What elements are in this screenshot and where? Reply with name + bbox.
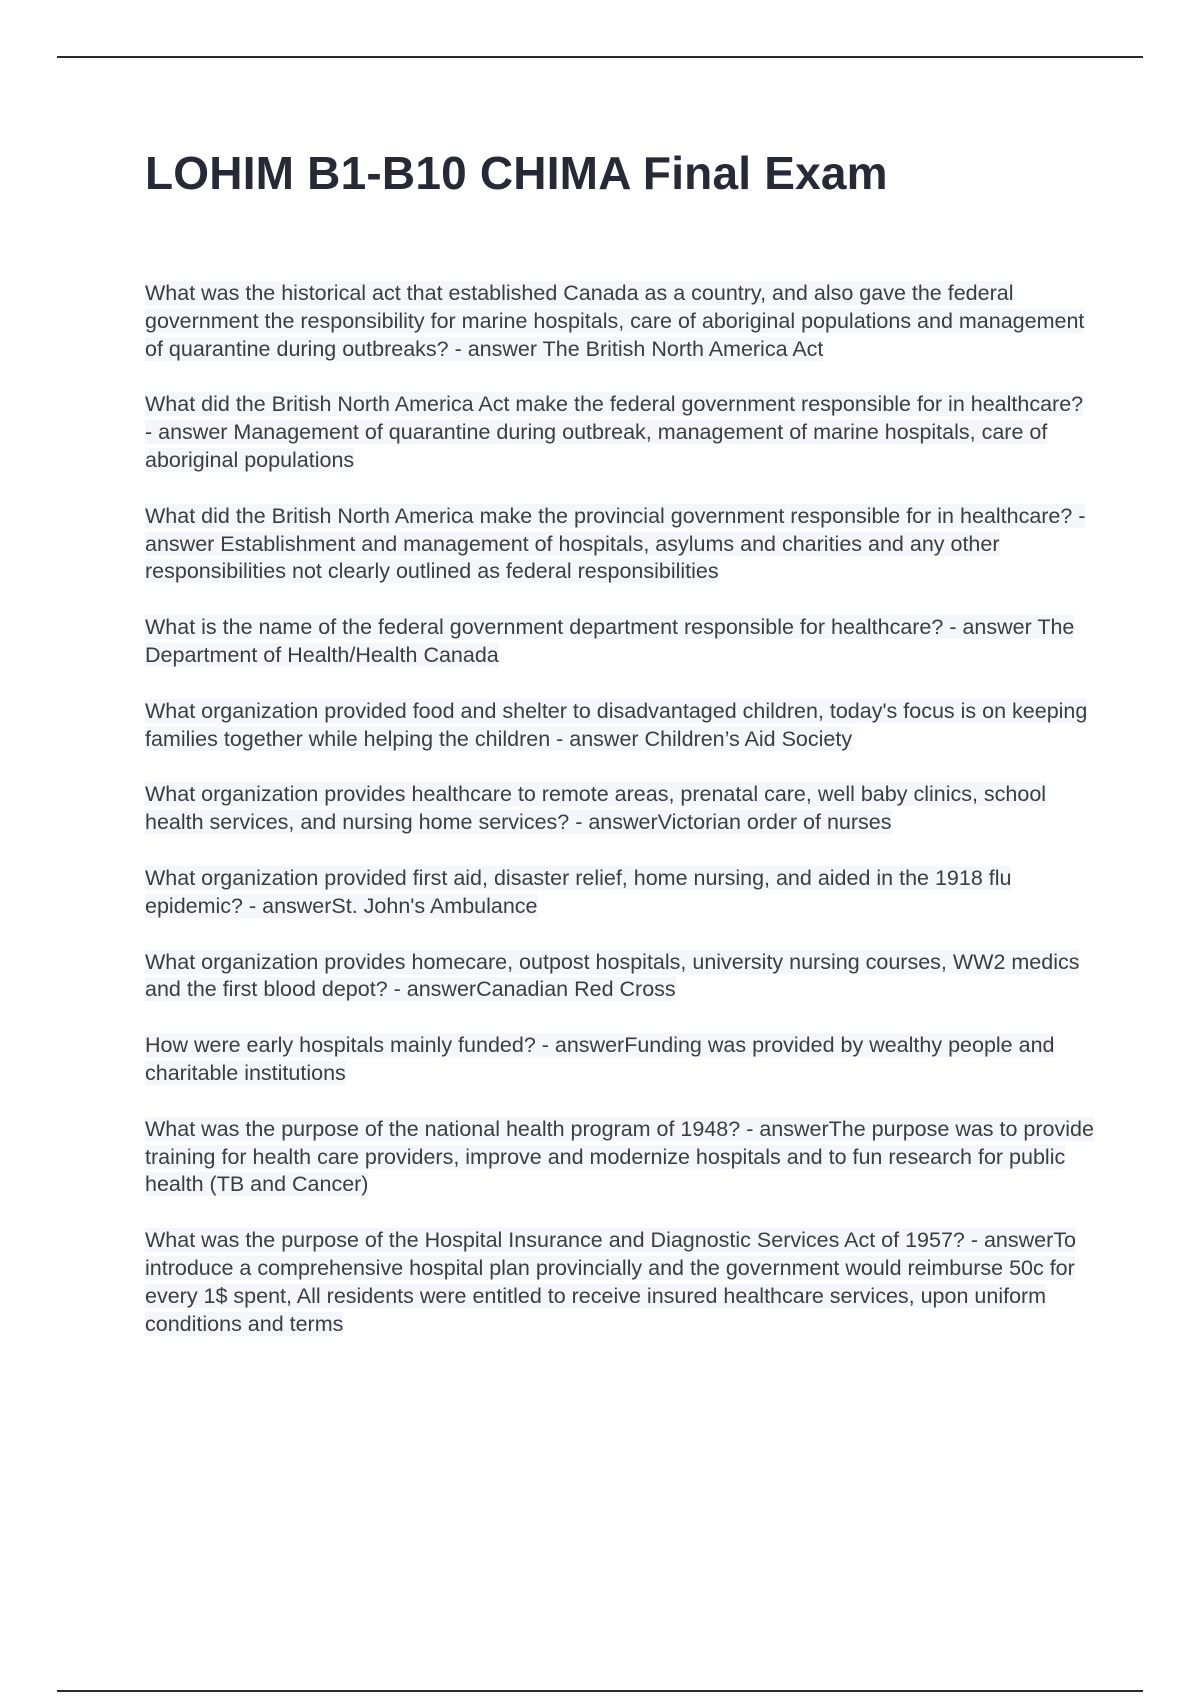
qa-text: What organization provides homecare, outpost hospitals, university nursing courses, WW2 medics and the first blood depot? - answerCanadian Red Cross [145, 949, 1080, 1002]
qa-text: What organization provided food and shelter to disadvantaged children, today's focus is on keeping families together while helping the children - answer Children’s Aid Society [145, 698, 1088, 751]
qa-item [145, 1116, 1095, 1199]
qa-item [145, 614, 1095, 670]
qa-item [145, 503, 1095, 586]
qa-text: What did the British North America make the provincial government responsible for in healthcare? - answer Establishment and management of hospitals, asylums and charities and any other responsibilities not clearly outlined as federal responsibilities [145, 503, 1086, 584]
qa-text: What was the historical act that established Canada as a country, and also gave the federal government the responsibility for marine hospitals, care of aboriginal populations and management of quarantine during outbreaks? - answer The British North America Act [145, 281, 1085, 361]
top-rule [57, 56, 1143, 58]
qa-text: What was the purpose of the Hospital Insurance and Diagnostic Services Act of 1957? - answerTo introduce a comprehensive hospital plan provincially and the government would reimburse 50c for every 1$ spent, All residents were entitled to receive insured healthcare services, upon uniform conditions and terms [145, 1228, 1076, 1336]
document-body [145, 140, 1095, 1366]
qa-item [145, 949, 1095, 1005]
qa-item [145, 391, 1095, 474]
qa-item [145, 280, 1095, 363]
qa-item [145, 865, 1095, 921]
qa-text: What did the British North America Act make the federal government responsible for in healthcare? - answer Management of quarantine during outbreak, management of marine hospitals, care of aboriginal populations [145, 392, 1084, 472]
qa-text: What organization provides healthcare to remote areas, prenatal care, well baby clinics, school health services, and nursing home services? - answerVictorian order of nurses [145, 782, 1047, 835]
qa-text: How were early hospitals mainly funded? - answerFunding was provided by wealthy people and charitable institutions [145, 1033, 1055, 1085]
qa-text: What was the purpose of the national health program of 1948? - answerThe purpose was to provide training for health care providers, improve and modernize hospitals and to fun research for public health (TB and Cancer) [145, 1116, 1094, 1197]
qa-item [145, 781, 1095, 837]
qa-item [145, 1227, 1095, 1338]
qa-item [145, 698, 1095, 754]
qa-text: What is the name of the federal government department responsible for healthcare? - answer The Department of Health/Health Canada [145, 615, 1075, 667]
qa-item [145, 1032, 1095, 1088]
document-title: LOHIM B1-B10 CHIMA Final Exam [145, 147, 888, 199]
bottom-rule [57, 1690, 1143, 1692]
qa-text: What organization provided first aid, disaster relief, home nursing, and aided in the 1918 flu epidemic? - answerSt. John's Ambulance [145, 865, 1012, 918]
qa-list [145, 280, 1095, 1338]
